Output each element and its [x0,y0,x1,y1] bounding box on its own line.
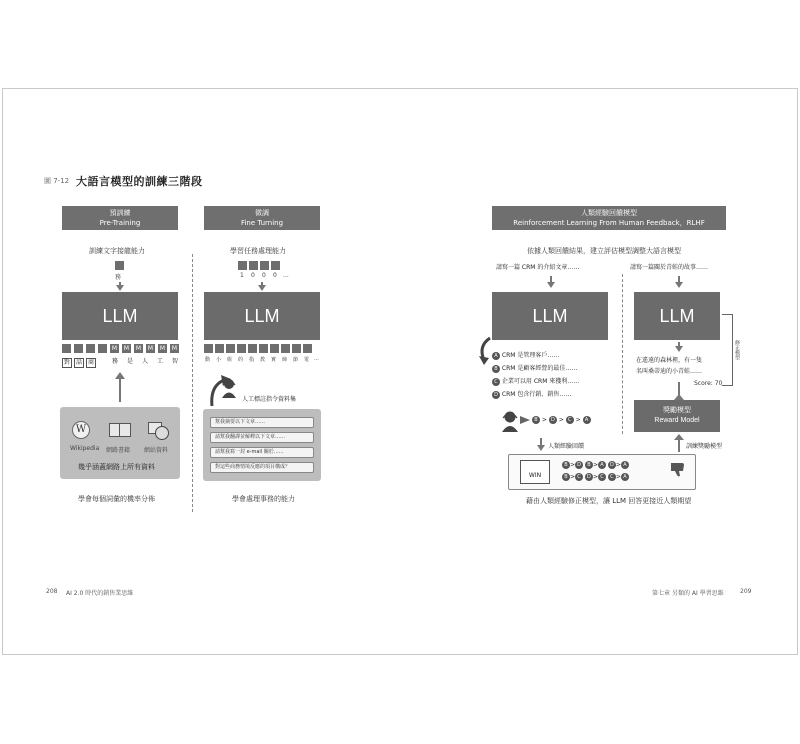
annotator-label: 人工標註指令資料集 [242,396,297,403]
answer-text: CRM 是顧客經營的最佳…… [501,365,578,372]
finetune-header [204,206,320,230]
token: 指 [249,357,255,363]
down-arrow-icon [537,445,545,451]
pair-row-bottom [562,473,629,481]
pair-mark-icon: C [575,473,583,481]
thumbs-down-icon [670,462,686,478]
pair-mark-icon: B [562,461,570,469]
digit: 0 [262,272,266,279]
finetune-header-en: Fine Turning [240,219,284,227]
finetune-input-squares [238,261,298,281]
down-arrow-icon [675,346,683,352]
rank-operator: > [558,416,564,424]
pair-mark-icon: A [621,473,629,481]
rank-operator: > [575,416,581,424]
left-running-title: AI 2.0 時代的銷售業思維 [66,590,134,597]
source-label: 網路書籍 [106,447,131,454]
rlhf-header [492,206,726,230]
predicted-token: 務 [115,274,122,281]
answer-text: 企業可以用 CRM 來獲利…… [501,378,580,385]
wikipedia-globe-icon: W [72,421,90,439]
pair-mark-icon: D [585,473,593,481]
annotator-headset-icon [220,378,238,398]
rlhf-left-llm-box: LLM [492,292,608,340]
rlhf-subtitle: 依據人類回饋結果，建立評估模型調整大語言模型 [527,247,681,255]
pretrain-header-zh: 預訓練 [109,209,131,217]
reward-model-en: Reward Model [654,417,700,424]
rank-mark-icon: A [583,416,591,424]
token: 的 [238,357,244,363]
rlhf-header-en: Reinforcement Learning From Human Feedback，RLHF [513,219,705,227]
correction-loop-line [722,314,733,386]
instruction-item: 對這些商務情境反應的項目構成？ [210,462,314,473]
answer-mark-icon: B [492,365,500,373]
instruction-item: 請幫我寫一封 e-mail 關於…… [210,447,314,458]
pair-mark-icon: C [598,473,606,481]
finetune-llm-box: LLM [204,292,320,340]
token: 小 [216,357,222,363]
rlhf-right-llm-box: LLM [634,292,720,340]
digit: 0 [251,272,255,279]
reward-model-zh: 獎勵模型 [663,407,691,414]
figure-title: 大語言模型的訓練三階段 [76,175,203,188]
pretrain-caption: 學會每個詞彙的機率分佈 [78,495,155,503]
rank-mark-icon: D [549,416,557,424]
feedback-label: 人類經驗回饋 [548,443,585,450]
finetune-output-squares [204,344,324,354]
right-page-number: 209 [740,588,752,595]
story-line: 在遙遠的森林裡，有一隻 [636,357,703,364]
context-token-square [115,261,124,270]
ranker-headset-icon [500,410,520,432]
reward-model-box [634,400,720,432]
pair-mark-icon: B [585,461,593,469]
win-label: WIN [528,472,542,479]
token: 話 [75,359,82,366]
answer-text: CRM 是管理客戶…… [501,352,560,359]
token: 是 [126,358,133,365]
answer-list [492,350,622,400]
token: 務 [111,358,118,365]
finetune-header-zh: 微調 [255,209,269,217]
pretrain-panel-caption: 幾乎涵蓋網路上所有資料 [78,463,155,471]
rlhf-header-zh: 人類經驗回饋模型 [581,209,637,217]
token: 動 [205,357,211,363]
pair-row-top [562,461,629,469]
up-arrow-icon [674,434,684,440]
pretrain-llm-box: LLM [62,292,178,340]
finetune-caption: 學會處理事務的能力 [232,495,295,503]
answer-mark-icon: C [492,378,500,386]
web-globe-icon [155,426,169,440]
right-running-title: 另類的 AI 學習思維 [672,590,724,597]
token: 工 [156,358,163,365]
down-arrow-icon [675,282,683,288]
pair-mark-icon: B [562,473,570,481]
digit: ... [283,272,289,279]
finetune-subtitle: 學習任務處理能力 [230,247,286,255]
right-arrow-icon [520,416,530,424]
pair-mark-icon: D [608,461,616,469]
right-chapter: 第七章 [652,590,671,597]
source-label: 網站資料 [144,447,169,454]
book-icon [109,423,131,437]
up-arrow-icon [115,372,125,379]
answer-item [492,376,579,386]
token: 實 [271,357,277,363]
pair-operator: > [592,461,598,469]
pair-operator: > [570,473,576,481]
story-line: 名叫桑蒂迪的小青蛙…… [636,368,703,375]
pretrain-token-row [62,358,182,370]
answer-item [492,389,571,399]
token: 電 [304,357,310,363]
correction-label: 修正模型 [734,340,740,360]
pair-operator: > [570,461,576,469]
digit: 1 [240,272,244,279]
rlhf-right-prompt: 請寫一篇關於青蛙的故事…… [630,264,709,271]
down-arrow-icon [116,285,124,291]
rlhf-divider [622,274,623,434]
digit: 0 [273,272,277,279]
answer-item [492,363,577,373]
token: 商 [87,359,94,366]
pretrain-header-en: Pre-Training [99,219,141,227]
rank-operator: > [541,416,547,424]
down-arrow-icon [258,285,266,291]
arrow-shaft [678,438,680,452]
pretrain-output-squares: M M M M M M [62,344,182,354]
pair-mark-icon: D [575,461,583,469]
instruction-item: 請幫我翻譯並解釋以下文章…… [210,432,314,443]
rlhf-left-prompt: 請寫一篇 CRM 的介紹文章…… [496,264,580,271]
rank-mark-icon: C [566,416,574,424]
pretrain-subtitle: 訓練文字接龍能力 [89,247,145,255]
pair-mark-icon: C [608,473,616,481]
token: 教 [260,357,266,363]
rlhf-caption: 藉由人類經驗修正模型，讓 LLM 回答更接近人類期望 [526,497,692,505]
score-label: Score: 70 [694,380,723,387]
answer-mark-icon: A [492,352,500,360]
pair-operator: > [615,473,621,481]
left-page-number: 208 [46,588,58,595]
train-reward-label: 訓練獎勵模型 [686,443,723,450]
token: ... [314,356,319,362]
figure-label: 圖 7-12 [44,177,70,185]
answer-item [492,350,559,360]
pair-mark-icon: A [598,461,606,469]
stage-divider [192,254,193,512]
token: 對 [63,359,70,366]
pair-mark-icon: A [621,461,629,469]
token: 人 [141,358,148,365]
ranking-row [532,416,591,424]
token: 締 [282,357,288,363]
answer-text: CRM 包含行銷、銷售…… [501,391,572,398]
arrow-shaft [119,376,121,402]
answer-mark-icon: D [492,391,500,399]
down-arrow-icon [547,282,555,288]
pair-operator: > [615,461,621,469]
instruction-item: 幫我摘要以下文章…… [210,417,314,428]
win-badge-icon [520,460,550,484]
pair-operator: > [592,473,598,481]
pretrain-header [62,206,178,230]
source-label: Wikipedia [70,445,100,452]
finetune-token-row [204,356,324,366]
rank-mark-icon: B [532,416,540,424]
token: 組 [227,357,233,363]
token: 智 [171,358,178,365]
token: 節 [293,357,299,363]
